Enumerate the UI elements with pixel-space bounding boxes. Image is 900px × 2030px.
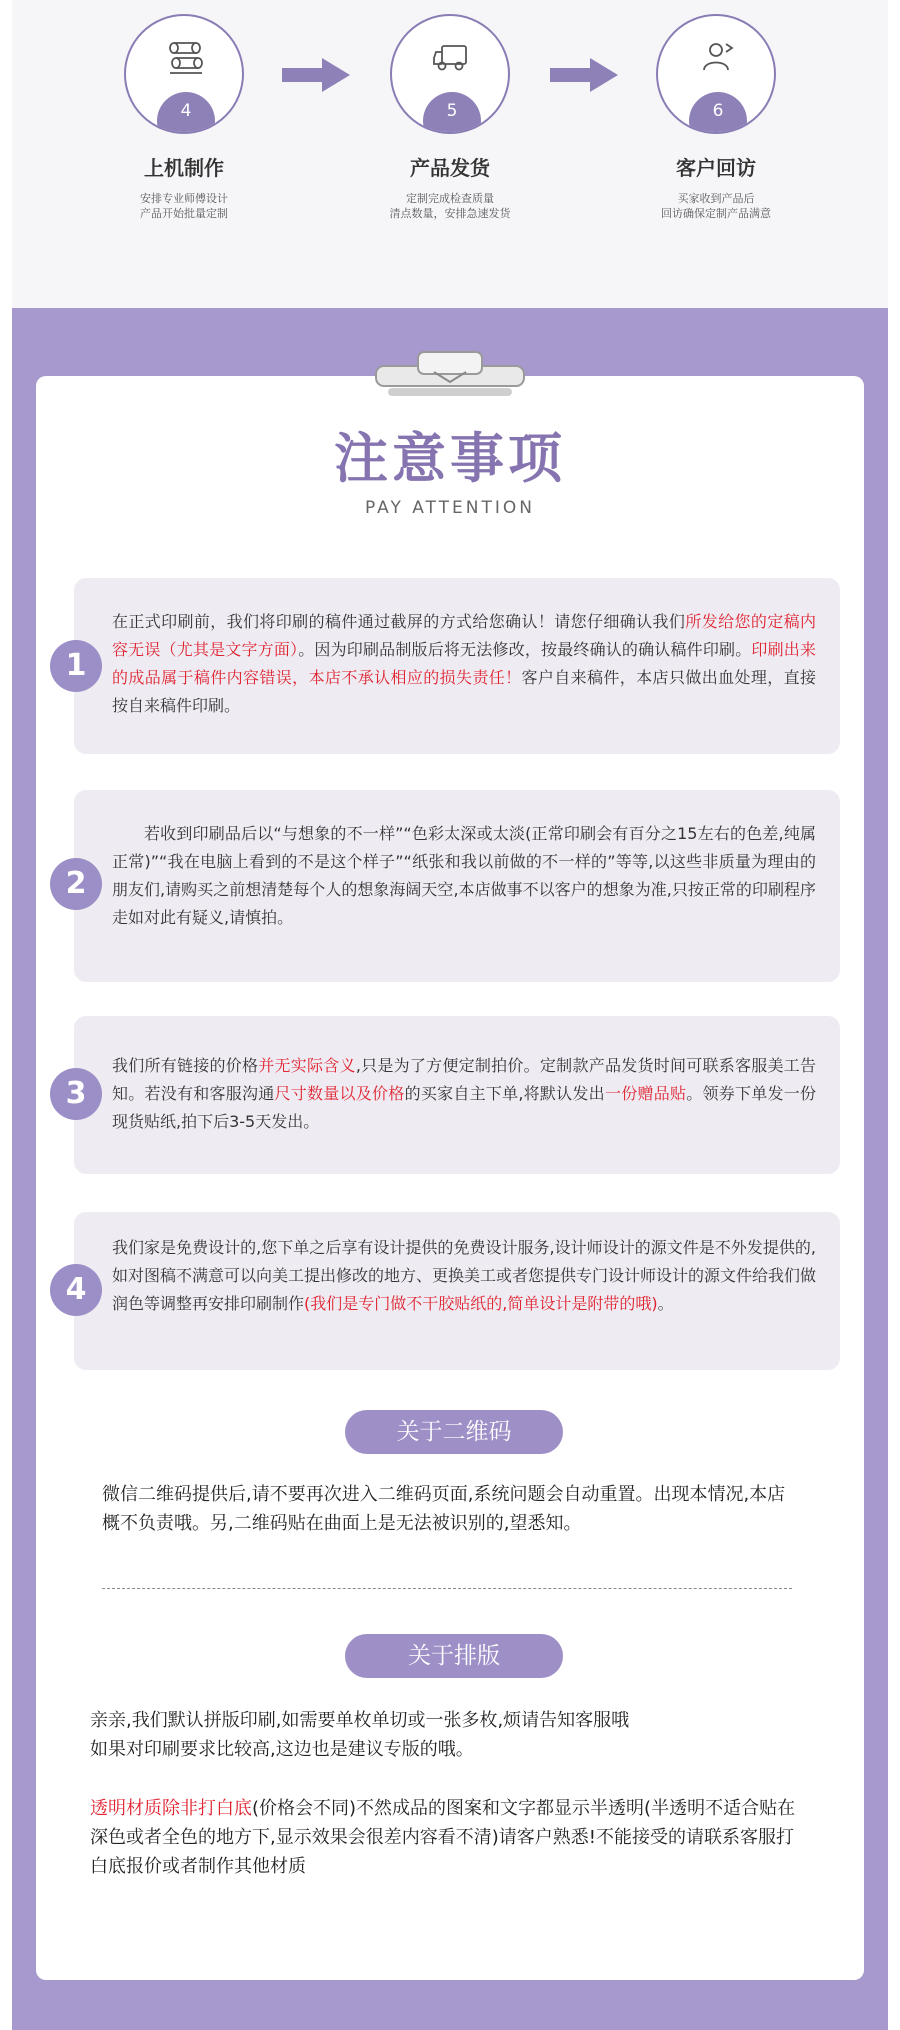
- process-steps: [12, 0, 888, 308]
- layout-line: 亲亲,我们默认拼版印刷,如需要单枚单切或一张多枚,烦请告知客服哦: [90, 1710, 630, 1731]
- notice-number: 3: [50, 1068, 102, 1120]
- layout-section-title: 关于排版: [345, 1634, 563, 1678]
- step-desc: [340, 191, 560, 221]
- notice-text-part: 客户自来稿件，本店只做出血处理，直接按自来稿件印刷。: [112, 668, 816, 715]
- step-desc-line: 安排专业师傅设计: [140, 192, 228, 205]
- step-desc: [606, 191, 826, 221]
- layout-transparent-note: [90, 1794, 810, 1881]
- step-circle: [656, 14, 776, 134]
- delivery-truck-icon: [432, 38, 472, 78]
- step-desc-line: 定制完成检查质量: [406, 192, 494, 205]
- notice-text: [112, 1052, 816, 1136]
- notice-text-part: 。: [657, 1294, 674, 1313]
- step-follow-up: [606, 14, 826, 221]
- notice-highlight: 并无实际含义: [258, 1056, 356, 1075]
- attention-card: [36, 376, 864, 1980]
- notice-title: 注意事项: [334, 426, 566, 490]
- paper-rolls-icon: [166, 38, 206, 78]
- qr-section-title: 关于二维码: [345, 1410, 563, 1454]
- notice-highlight: 印刷出来的成品属于稿件内容错误，本店不承认相应的损失责任！: [112, 640, 816, 687]
- layout-line: 如果对印刷要求比较高,这边也是建议专版的哦。: [90, 1739, 474, 1760]
- step-desc-line: 买家收到产品后: [677, 192, 755, 205]
- notice-item: [65, 790, 840, 982]
- notice-number: 2: [50, 858, 102, 910]
- notice-text-part: 的买家自主下单,将默认发出: [404, 1084, 605, 1103]
- step-shipping: [340, 14, 560, 221]
- step-desc: [74, 191, 294, 221]
- notice-highlight: 所发给您的定稿内容无误（尤其是文字方面）: [112, 612, 816, 659]
- notice-text: [112, 1234, 816, 1318]
- step-number: 6: [689, 92, 747, 134]
- clipboard-clip-icon: [374, 346, 526, 406]
- layout-text: [90, 1706, 830, 1764]
- attention-section: [12, 308, 888, 2030]
- step-production: [74, 14, 294, 221]
- notice-highlight: (我们是专门做不干胶贴纸的,简单设计是附带的哦): [304, 1294, 658, 1313]
- step-title: 产品发货: [410, 156, 490, 180]
- notice-text-part: 在正式印刷前，我们将印刷的稿件通过截屏的方式给您确认！请您仔细确认我们: [112, 612, 686, 631]
- layout-text-part: (价格会不同)不然成品的图案和文字都显示半透明(半透明不适合贴在深色或者全色的地方下,显示效果会很差内容看不清)请客户熟悉!不能接受的请联系客服打白底报价或者制作其他材质: [90, 1798, 796, 1877]
- notice-highlight: 一份赠品贴: [604, 1084, 687, 1103]
- notice-number: 4: [50, 1264, 102, 1316]
- step-desc-line: 回访确保定制产品满意: [661, 207, 771, 220]
- step-number: 4: [157, 92, 215, 134]
- notice-text-part: 我们所有链接的价格: [112, 1056, 259, 1075]
- step-title: 客户回访: [676, 156, 756, 180]
- notice-text-part: 若收到印刷品后以“与想象的不一样”“色彩太深或太淡(正常印刷会有百分之15左右的色差,纯属正常)”“我在电脑上看到的不是这个样子”“纸张和我以前做的不一样的”等等,以这些非质量为理由的朋友们,请购买之前想清楚每个人的想象海阔天空,本店做事不以客户的想象为准,只按正常的印刷程序走如对此有疑义,请慎拍。: [112, 824, 816, 927]
- step-circle: [390, 14, 510, 134]
- notice-item: [65, 1016, 840, 1174]
- notice-text: [112, 820, 816, 932]
- step-title: 上机制作: [144, 156, 224, 180]
- notice-text-part: 。领券下单发一份现货贴纸,拍下后3-5天发出。: [112, 1084, 816, 1131]
- notice-text-part: ,只是为了方便定制拍价。定制款产品发货时间可联系客服美工告知。若没有和客服沟通: [112, 1056, 816, 1103]
- step-desc-line: 产品开始批量定制: [140, 207, 228, 220]
- notice-text-part: 。因为印刷品制版后将无法修改，按最终确认的确认稿件印刷。: [298, 640, 752, 659]
- notice-subtitle: PAY ATTENTION: [365, 498, 535, 518]
- layout-highlight: 透明材质除非打白底: [90, 1798, 252, 1819]
- divider: [102, 1588, 792, 1589]
- customer-icon: [698, 38, 738, 78]
- step-desc-line: 清点数量，安排急速发货: [389, 207, 511, 220]
- step-circle: [124, 14, 244, 134]
- notice-text-part: 我们家是免费设计的,您下单之后享有设计提供的免费设计服务,设计师设计的源文件是不外发提供的,如对图稿不满意可以向美工提出修改的地方、更换美工或者您提供专门设计师设计的源文件给我们做润色等调整再安排印刷制作: [112, 1238, 817, 1313]
- notice-item: [65, 578, 840, 754]
- notice-item: [65, 1212, 840, 1370]
- step-number: 5: [423, 92, 481, 134]
- notice-highlight: 尺寸数量以及价格: [274, 1084, 405, 1103]
- qr-text: 微信二维码提供后,请不要再次进入二维码页面,系统问题会自动重置。出现本情况,本店概不负责哦。另,二维码贴在曲面上是无法被识别的,望悉知。: [102, 1484, 786, 1534]
- notice-number: 1: [50, 640, 102, 692]
- notice-text: [112, 608, 816, 720]
